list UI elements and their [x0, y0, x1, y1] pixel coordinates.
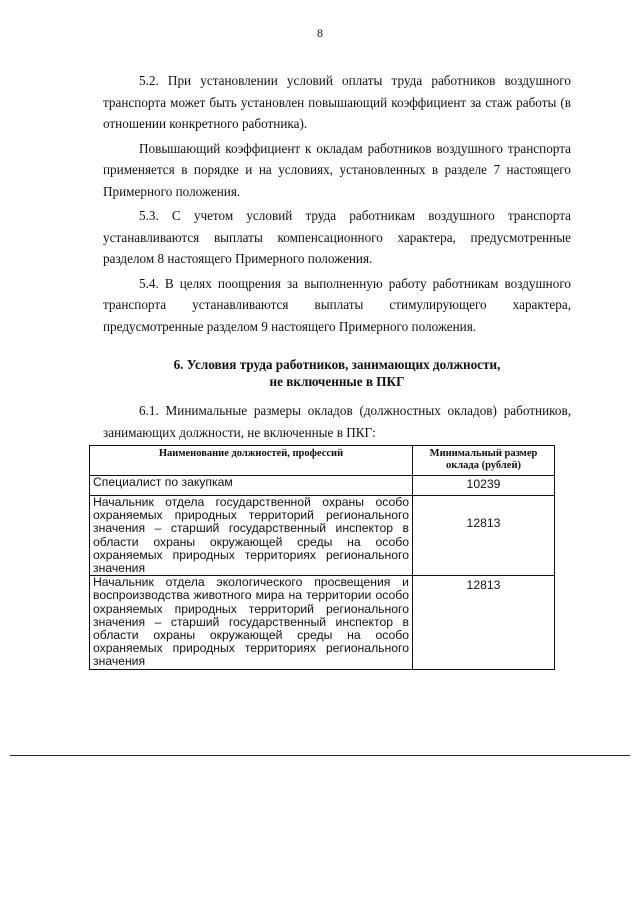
paragraph-6-1: 6.1. Минимальные размеры окладов (должностных окладов) работников, занимающих должности, не включенные в ПКГ:	[103, 403, 571, 440]
salary-table	[89, 445, 555, 670]
section-6-heading-line2: не включенные в ПКГ	[269, 374, 405, 389]
text-section-6-1	[103, 400, 571, 443]
text-section-5	[103, 70, 571, 337]
position-name-cell: Начальник отдела экологического просвещения и воспроизводства животного мира на территории особо охраняемых природных территорий регионального значения – старший государственный инспектор в области охраны окружающей среды на особо охраняемых природных территориях регионального значения	[90, 576, 413, 669]
section-6-heading-line1: 6. Условия труда работников, занимающих должности,	[173, 357, 501, 372]
salary-value-cell: 10239	[413, 476, 555, 496]
paragraph-5-3: 5.3. С учетом условий труда работникам воздушного транспорта устанавливаются выплаты компенсационного характера, предусмотренные разделом 8 настоящего Примерного положения.	[103, 208, 571, 266]
table-row	[90, 476, 555, 496]
table-header-row	[90, 446, 555, 476]
header-min-salary: Минимальный размер оклада (рублей)	[413, 446, 555, 476]
section-6-heading	[103, 356, 571, 390]
header-position-name: Наименование должностей, профессий	[90, 446, 413, 476]
position-name-cell: Специалист по закупкам	[90, 476, 413, 496]
table-row	[90, 576, 555, 669]
salary-value-cell: 12813	[413, 496, 555, 576]
salary-value-cell: 12813	[413, 576, 555, 669]
position-name-cell: Начальник отдела государственной охраны особо охраняемых природных территорий регионального значения – старший государственный инспектор в области охраны окружающей среды на особо охраняемых природных территориях регионального значения	[90, 496, 413, 576]
page-bottom-rule	[10, 755, 630, 756]
paragraph-5-2-coefficient: Повышающий коэффициент к окладам работников воздушного транспорта применяется в порядке и на условиях, установленных в разделе 7 настоящего Примерного положения.	[103, 140, 571, 199]
table-row	[90, 496, 555, 576]
paragraph-5-2: 5.2. При установлении условий оплаты труда работников воздушного транспорта может быть установлен повышающий коэффициент за стаж работы (в отношении конкретного работника).	[103, 73, 571, 131]
paragraph-5-4: 5.4. В целях поощрения за выполненную работу работникам воздушного транспорта устанавливаются выплаты стимулирующего характера, предусмотренные разделом 9 настоящего Примерного положения.	[103, 275, 571, 334]
page-number: 8	[317, 26, 323, 40]
